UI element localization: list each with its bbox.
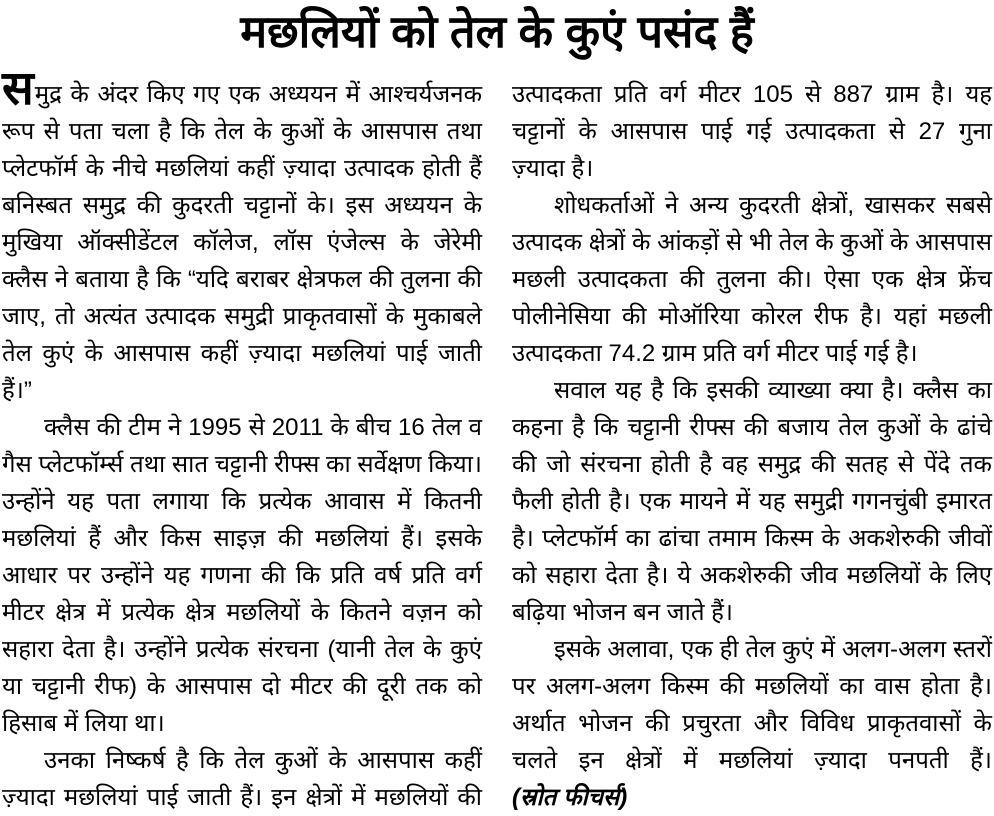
headline: मछलियों को तेल के कुएं पसंद हैं bbox=[240, 6, 754, 57]
paragraph-intro: समुद्र के अंदर किए गए एक अध्ययन में आश्चर्यजनक रूप से पता चला है कि तेल के कुओं के आसपास तथा प्लेटफॉर्म के नीचे मछलियां कहीं ज़्यादा उत्पादक होती हैं बनिस्बत समुद्र की कुदरती चट्टानों के। इस अध्ययन के मुखिया ऑक्सीडेंटल कॉलेज, लॉस एंजेल्स के जेरेमी क्लैस ने बताया है कि “यदि बराबर क्षेत्रफल की तुलना की जाए, तो अत्यंत उत्पादक समुद्री प्राकृतवासों के मुकाबले तेल कुएं के आसपास कहीं ज़्यादा मछलियां पाई जाती हैं।” bbox=[2, 61, 482, 404]
paragraph-conclusion-continued: उत्पादकता प्रति वर्ग मीटर 105 से 887 ग्राम है। यह चट्टानों के आसपास पाई गई उत्पादकता से 27 गुना ज़्यादा है। bbox=[512, 81, 992, 182]
source-credit: (स्रोत फीचर्स) bbox=[512, 784, 628, 811]
paragraph-closing-text: इसके अलावा, एक ही तेल कुएं में अलग-अलग स्तरों पर अलग-अलग किस्म की मछलियों का वास होता है। अर्थात भोजन की प्रचुरता और विविध प्राकृतवासों के चलते इन क्षेत्रों में मछलियां ज़्यादा पनपती हैं। bbox=[512, 636, 992, 774]
paragraph-closing bbox=[512, 631, 992, 816]
paragraph-survey: क्लैस की टीम ने 1995 से 2011 के बीच 16 तेल व गैस प्लेटफॉर्म्स तथा सात चट्टानी रीफ्स का सर्वेक्षण किया। उन्होंने यह पता लगाया कि प्रत्येक आवास में कितनी मछलियां हैं और किस साइज़ की मछलियां हैं। इसके आधार पर उन्होंने यह गणना की कि प्रति वर्ष प्रति वर्ग मीटर क्षेत्र में प्रत्येक क्षेत्र मछलियों के कितने वज़न को सहारा देता है। उन्होंने प्रत्येक संरचना (यानी तेल के कुएं या चट्टानी रीफ) के आसपास दो मीटर की दूरी तक को हिसाब में लिया था। bbox=[2, 414, 483, 737]
paragraph-comparison: शोधकर्ताओं ने अन्य कुदरती क्षेत्रों, खासकर सबसे उत्पादक क्षेत्रों के आंकड़ों से भी तेल के कुओं के आसपास मछली उत्पादकता की तुलना की। ऐसा एक क्षेत्र फ्रेंच पोलीनेसिया की मोऑरिया कोरल रीफ है। यहां मछली उत्पादकता 74.2 ग्राम प्रति वर्ग मीटर पाई गई है। bbox=[512, 192, 992, 367]
right-column bbox=[512, 76, 992, 816]
paragraph-conclusion-start: उनका निष्कर्ष है कि तेल कुओं के आसपास कहीं ज़्यादा मछलियां पाई जाती हैं। इन क्षेत्रों में मछलियों की bbox=[2, 747, 482, 811]
article-columns bbox=[2, 61, 992, 816]
paragraph-intro-text: मुद्र के अंदर किए गए एक अध्ययन में आश्चर्यजनक रूप से पता चला है कि तेल के कुओं के आसपास तथा प्लेटफॉर्म के नीचे मछलियां कहीं ज़्यादा उत्पादक होती हैं बनिस्बत समुद्र की कुदरती चट्टानों के। इस अध्ययन के मुखिया ऑक्सीडेंटल कॉलेज, लॉस एंजेल्स के जेरेमी क्लैस ने बताया है कि “यदि बराबर क्षेत्रफल की तुलना की जाए, तो अत्यंत उत्पादक समुद्री प्राकृतवासों के मुकाबले तेल कुएं के आसपास कहीं ज़्यादा मछलियां पाई जाती हैं।” bbox=[2, 81, 482, 404]
paragraph-explanation: सवाल यह है कि इसकी व्याख्या क्या है। क्लैस का कहना है कि चट्टानी रीफ्स की बजाय तेल कुओं के ढांचे की जो संरचना होती है वह समुद्र की सतह से पेंदे तक फैली होती है। एक मायने में यह समुद्री गगनचुंबी इमारत है। प्लेटफॉर्म का ढांचा तमाम किस्म के अकशेरुकी जीवों को सहारा देता है। ये अकशेरुकी जीव मछलियों के लिए बढ़िया भोजन बन जाते हैं। bbox=[512, 377, 992, 626]
left-column bbox=[2, 61, 483, 816]
